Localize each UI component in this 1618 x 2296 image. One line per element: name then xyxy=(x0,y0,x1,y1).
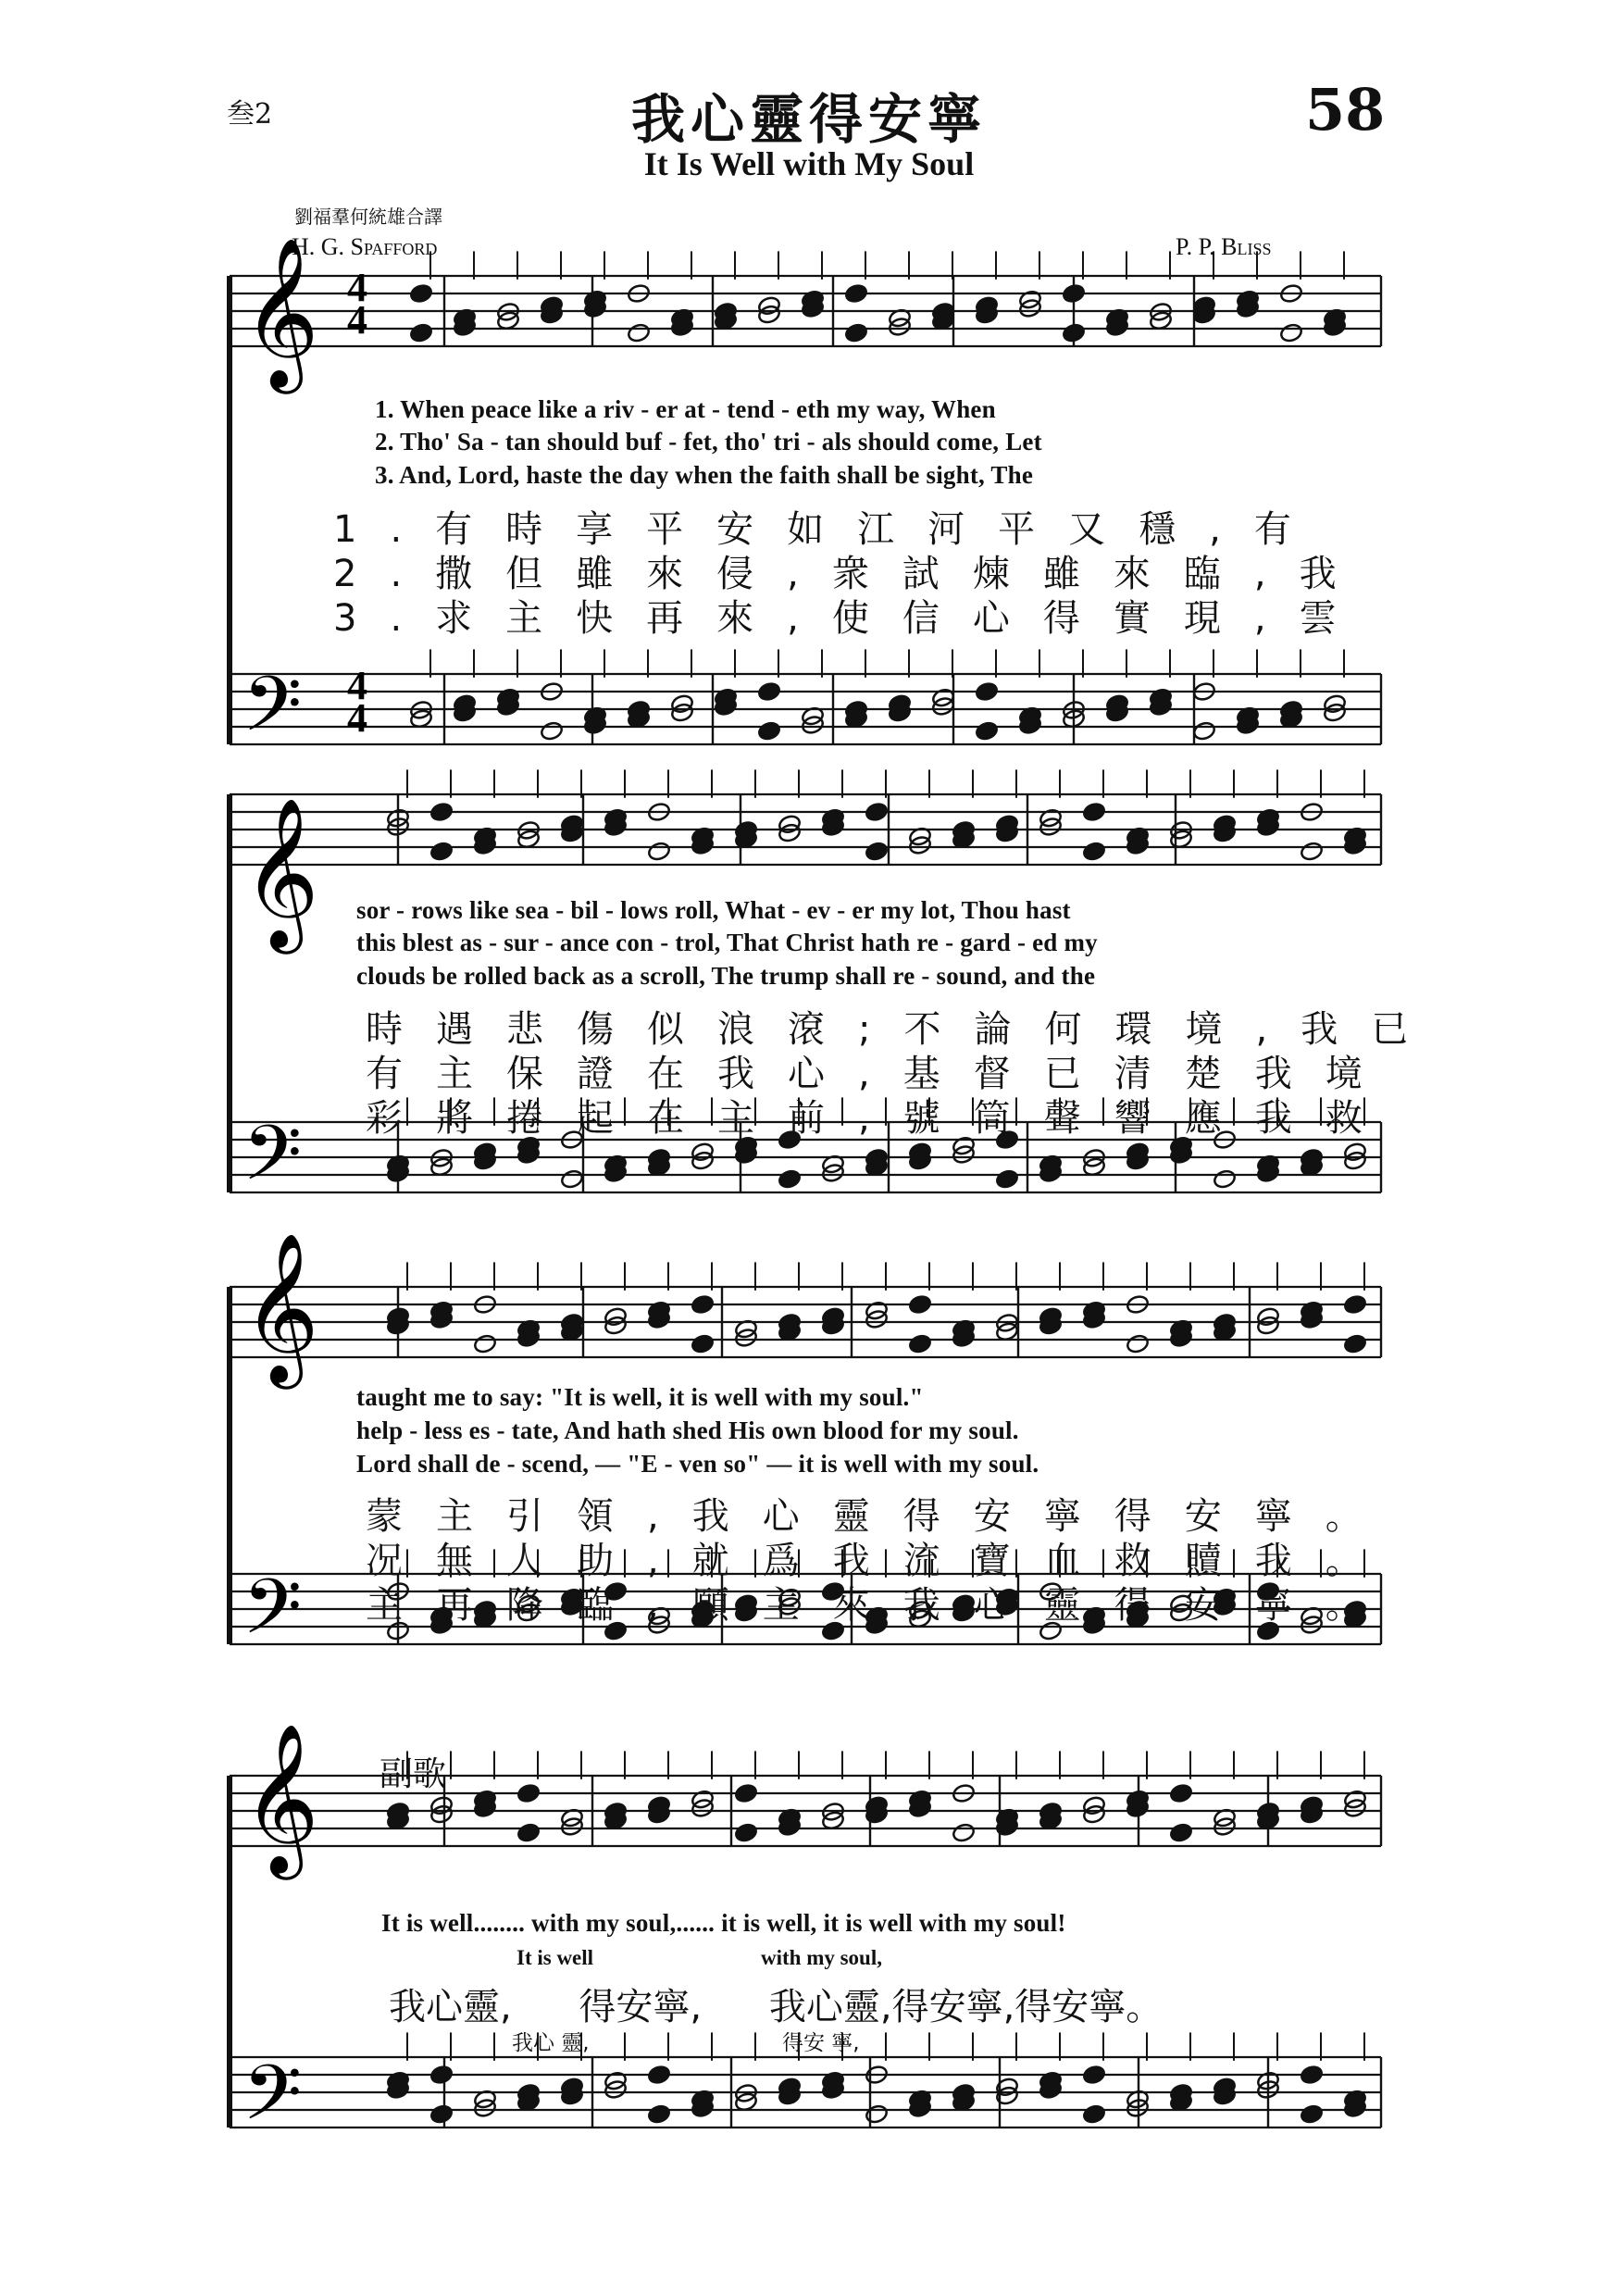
note-head-icon xyxy=(1279,322,1303,343)
note-head-icon xyxy=(734,1822,758,1843)
note-head-icon xyxy=(429,841,454,862)
treble-clef-icon: 𝄞 xyxy=(243,237,319,388)
page-corner-label: 叁2 xyxy=(227,98,273,131)
note-head-icon xyxy=(1300,841,1324,862)
note-head-icon xyxy=(734,1783,758,1804)
treble-clef-icon: 𝄞 xyxy=(243,797,319,948)
treble-clef-icon: 𝄞 xyxy=(243,1723,319,1874)
time-signature-icon: 4 xyxy=(347,297,367,343)
treble-clef-icon: 𝄞 xyxy=(243,1232,319,1383)
lyricist-credit: H. G. Spafford xyxy=(292,233,438,260)
note-head-icon xyxy=(429,802,454,823)
note-head-icon xyxy=(1062,283,1086,305)
note-head-icon xyxy=(429,2065,454,2086)
note-head-icon xyxy=(540,720,564,742)
note-head-icon xyxy=(1082,2065,1106,2086)
note-head-icon xyxy=(409,283,433,305)
note-head-icon xyxy=(865,2103,889,2125)
note-head-icon xyxy=(473,1333,497,1354)
bass-clef-icon: 𝄢 xyxy=(243,1108,303,1217)
bass-clef-icon: 𝄢 xyxy=(243,2048,303,2156)
verse-1-chinese-line: 時遇悲傷似浪滾;不論何環境,我已 xyxy=(366,1008,1442,1051)
verse-2-chinese-line: 况無人助,就爲我流寶血救贖我。 xyxy=(366,1540,1396,1582)
note-head-icon xyxy=(1343,1294,1367,1316)
note-head-icon xyxy=(1126,1333,1150,1354)
note-head-icon xyxy=(560,1168,584,1190)
note-head-icon xyxy=(1169,1783,1193,1804)
note-head-icon xyxy=(778,1168,802,1190)
time-signature-icon: 4 xyxy=(347,663,367,708)
note-head-icon xyxy=(757,720,781,742)
note-head-icon xyxy=(1169,1822,1193,1843)
verse-1-chinese-line: 1.有時享平安如江河平又穩,有 xyxy=(333,508,1325,551)
note-head-icon xyxy=(1082,841,1106,862)
note-head-icon xyxy=(865,841,889,862)
verse-3-english-line: Lord shall de - scend, — "E - ven so" — it is well with my soul. xyxy=(356,1450,1039,1478)
composer-credit: P. P. Bliss xyxy=(1176,233,1272,260)
note-head-icon xyxy=(647,2103,671,2125)
hymn-title-chinese: 我心靈得安寧 xyxy=(630,88,987,151)
verse-3-chinese-line: 彩將捲起在主前,號筒聲響應我救 xyxy=(366,1097,1396,1140)
refrain-chinese-lower-part: 我心 靈, xyxy=(512,2031,590,2055)
note-head-icon xyxy=(1062,322,1086,343)
note-head-icon xyxy=(908,1294,932,1316)
note-head-icon xyxy=(691,1333,715,1354)
time-signature-icon: 4 xyxy=(347,265,367,310)
verse-1-english-line: 1. When peace like a riv - er at - tend - eth my way, When xyxy=(375,395,996,423)
note-head-icon xyxy=(1300,2065,1324,2086)
note-head-icon xyxy=(691,1294,715,1316)
verse-2-english-line: help - less es - tate, And hath shed His own blood for my soul. xyxy=(356,1416,1019,1444)
note-head-icon xyxy=(952,1822,976,1843)
verse-3-english-line: 3. And, Lord, haste the day when the faith shall be sight, The xyxy=(375,461,1034,489)
refrain-english-line: It is well........ with my soul,...... it is well, it is well with my soul! xyxy=(381,1909,1066,1937)
refrain-label: 副歌 xyxy=(380,1755,447,1793)
verse-3-chinese-line: 主再降臨,願主來我心靈得安寧。 xyxy=(366,1584,1396,1627)
note-head-icon xyxy=(757,681,781,703)
verse-3-chinese-line: 3.求主快再來,使信心得實現,雲 xyxy=(333,597,1370,640)
verse-3-english-line: clouds be rolled back as a scroll, The trump shall re - sound, and the xyxy=(356,962,1096,990)
note-head-icon xyxy=(1192,720,1216,742)
verse-2-chinese-line: 有主保證在我心,基督已清楚我境 xyxy=(366,1053,1396,1095)
note-head-icon xyxy=(409,322,433,343)
note-head-icon xyxy=(995,1168,1019,1190)
note-head-icon xyxy=(844,283,868,305)
note-head-icon xyxy=(1082,2103,1106,2125)
hymn-title-english: It Is Well with My Soul xyxy=(643,145,975,182)
verse-1-english-line: sor - rows like sea - bil - lows roll, What - ev - er my lot, Thou hast xyxy=(356,896,1071,924)
note-head-icon xyxy=(1082,802,1106,823)
note-head-icon xyxy=(517,1783,541,1804)
verse-2-english-line: 2. Tho' Sa - tan should buf - fet, tho' tri - als should come, Let xyxy=(375,428,1042,455)
note-head-icon xyxy=(627,322,651,343)
note-head-icon xyxy=(1343,1333,1367,1354)
time-signature-icon: 4 xyxy=(347,695,367,741)
translators-credit: 劉福羣何統雄合譯 xyxy=(294,206,442,228)
note-head-icon xyxy=(1300,2103,1324,2125)
note-head-icon xyxy=(908,1333,932,1354)
refrain-english-lower-part: It is well xyxy=(517,1946,594,1969)
refrain-english-lower-part: with my soul, xyxy=(761,1946,882,1969)
note-head-icon xyxy=(429,2103,454,2125)
bass-clef-icon: 𝄢 xyxy=(243,659,303,767)
verse-1-english-line: taught me to say: "It is well, it is well with my soul." xyxy=(356,1383,924,1411)
hymn-number: 58 xyxy=(1305,76,1386,144)
note-head-icon xyxy=(647,841,671,862)
bass-clef-icon: 𝄢 xyxy=(243,1562,303,1670)
refrain-chinese-line: 我心靈, 得安寧, 我心靈,得安寧,得安寧。 xyxy=(389,1986,1164,2028)
note-head-icon xyxy=(865,802,889,823)
note-head-icon xyxy=(844,322,868,343)
note-head-icon xyxy=(517,1822,541,1843)
note-head-icon xyxy=(1213,1168,1237,1190)
verse-2-chinese-line: 2.撒但雖來侵,衆試煉雖來臨,我 xyxy=(333,553,1370,595)
note-head-icon xyxy=(975,681,999,703)
note-head-icon xyxy=(647,2065,671,2086)
refrain-chinese-lower-part: 得安 寧, xyxy=(782,2031,860,2055)
verse-2-english-line: this blest as - sur - ance con - trol, That Christ hath re - gard - ed my xyxy=(356,929,1098,956)
verse-1-chinese-line: 蒙主引領,我心靈得安寧得安寧。 xyxy=(366,1495,1396,1538)
note-head-icon xyxy=(975,720,999,742)
